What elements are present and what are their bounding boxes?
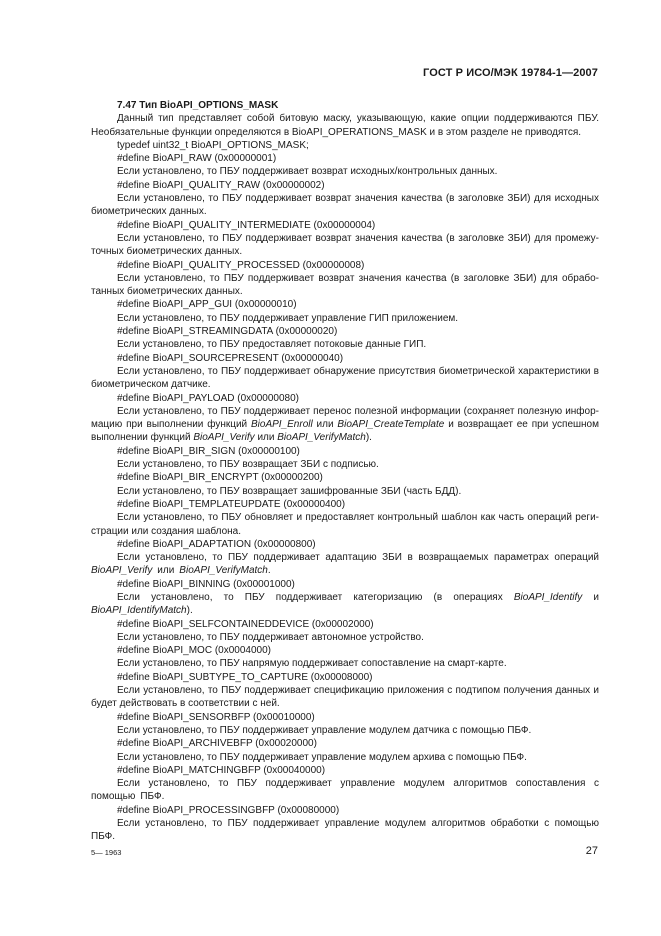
define-line: #define BioAPI_QUALITY_INTERMEDIATE (0x00000004)	[117, 219, 376, 231]
define-line: #define BioAPI_ADAPTATION (0x00000800)	[117, 538, 316, 550]
paragraph: Если установлено, то ПБУ поддерживает возврат значения качества (в заголовке ЗБИ) для промежу-точных биометрических данных.	[91, 232, 599, 258]
paragraph: Если установлено, то ПБУ поддерживает управление модулем архива с помощью ПБФ.	[117, 751, 527, 763]
footer-code: 5— 1963	[91, 848, 122, 857]
paragraph-adaptation: Если установлено, то ПБУ поддерживает адаптацию ЗБИ в возвращаемых параметрах операций BioAPI_Verify или BioAPI_VerifyMatch.	[91, 552, 599, 577]
paragraph: Если установлено, то ПБУ предоставляет потоковые данные ГИП.	[117, 339, 427, 351]
define-line: #define BioAPI_QUALITY_PROCESSED (0x00000008)	[117, 259, 365, 271]
paragraph: Если установлено, то ПБУ поддерживает возврат значения качества (в заголовке ЗБИ) для исходных биометрических данных.	[91, 193, 599, 218]
define-line: #define BioAPI_BIR_SIGN (0x00000100)	[117, 445, 300, 457]
define-line: #define BioAPI_SOURCEPRESENT (0x00000040)	[117, 352, 344, 364]
define-line: #define BioAPI_RAW (0x00000001)	[117, 153, 277, 165]
paragraph: Если установлено, то ПБУ поддерживает управление модулем датчика с помощью ПБФ.	[117, 724, 532, 736]
paragraph: Если установлено, то ПБУ поддерживает управление ГИП приложением.	[117, 312, 459, 324]
code-line: typedef uint32_t BioAPI_OPTIONS_MASK;	[117, 139, 309, 151]
define-line: #define BioAPI_PAYLOAD (0x00000080)	[117, 392, 299, 404]
section-title: 7.47 Тип BioAPI_OPTIONS_MASK	[117, 100, 279, 111]
define-line: #define BioAPI_SELFCONTAINEDDEVICE (0x00002000)	[117, 618, 374, 630]
define-line: #define BioAPI_QUALITY_RAW (0x00000002)	[117, 179, 325, 191]
page-header: ГОСТ Р ИСО/МЭК 19784-1—2007	[423, 67, 598, 79]
paragraph: Если установлено, то ПБУ возвращает зашифрованные ЗБИ (часть БДД).	[117, 485, 462, 497]
define-line: #define BioAPI_STREAMINGDATA (0x00000020)	[117, 326, 338, 338]
define-line: #define BioAPI_TEMPLATEUPDATE (0x00000400)	[117, 498, 346, 510]
paragraph-binning: Если установлено, то ПБУ поддерживает категоризацию (в операциях BioAPI_Identify и BioAPI_IdentifyMatch).	[91, 591, 599, 617]
paragraph: Если установлено, то ПБУ обновляет и предоставляет контрольный шаблон как часть операций реги-страции или создания шаблона.	[91, 512, 599, 537]
document-body	[91, 99, 599, 844]
define-line: #define BioAPI_MOC (0x0004000)	[117, 645, 271, 657]
paragraph: Если установлено, то ПБУ поддерживает управление модулем алгоритмов обработки с помощью ПБФ.	[91, 818, 599, 843]
paragraph: Если установлено, то ПБУ поддерживает возврат исходных/контрольных данных.	[117, 166, 498, 178]
paragraph: Если установлено, то ПБУ возвращает ЗБИ с подписью.	[117, 459, 379, 471]
paragraph: Если установлено, то ПБУ поддерживает обнаружение присутствия биометрической характеристики в биометрическом датчике.	[91, 365, 599, 391]
define-line: #define BioAPI_APP_GUI (0x00000010)	[117, 299, 297, 311]
define-line: #define BioAPI_SENSORBFP (0x00010000)	[117, 711, 315, 723]
paragraph: Если установлено, то ПБУ поддерживает возврат значения качества (в заголовке ЗБИ) для обрабо-танных биометрических данных.	[91, 272, 599, 298]
paragraph: Если установлено, то ПБУ поддерживает спецификацию приложения с подтипом получения данных и будет действовать в соответствии с ней.	[91, 685, 599, 710]
define-line: #define BioAPI_MATCHINGBFP (0x00040000)	[117, 764, 326, 776]
paragraph: Данный тип представляет собой битовую маску, указывающую, какие опции поддерживаются ПБУ. Необязательные функции определяются в BioAPI_OPERATIONS_MASK и в этом разделе не приводятся.	[91, 113, 599, 138]
define-line: #define BioAPI_BINNING (0x00001000)	[117, 578, 295, 590]
define-line: #define BioAPI_ARCHIVEBFP (0x00020000)	[117, 738, 317, 750]
define-line: #define BioAPI_SUBTYPE_TO_CAPTURE (0x00008000)	[117, 671, 373, 683]
paragraph: Если установлено, то ПБУ поддерживает автономное устройство.	[117, 631, 424, 643]
paragraph: Если установлено, то ПБУ напрямую поддерживает сопоставление на смарт-карте.	[117, 658, 507, 670]
define-line: #define BioAPI_BIR_ENCRYPT (0x00000200)	[117, 472, 323, 484]
paragraph-payload: Если установлено, то ПБУ поддерживает перенос полезной информации (сохраняет полезную инфор-мацию при выполнении функций BioAPI_Enroll или BioAPI_CreateTemplate и возвращает ее при успешном выполнении функций BioAPI_Verify или BioAPI_VerifyMatch).	[91, 405, 599, 444]
paragraph: Если установлено, то ПБУ поддерживает управление модулем алгоритмов сопоставления с помощью ПБФ.	[91, 778, 599, 803]
page-number: 27	[585, 845, 598, 857]
define-line: #define BioAPI_PROCESSINGBFP (0x00080000)	[117, 804, 340, 816]
